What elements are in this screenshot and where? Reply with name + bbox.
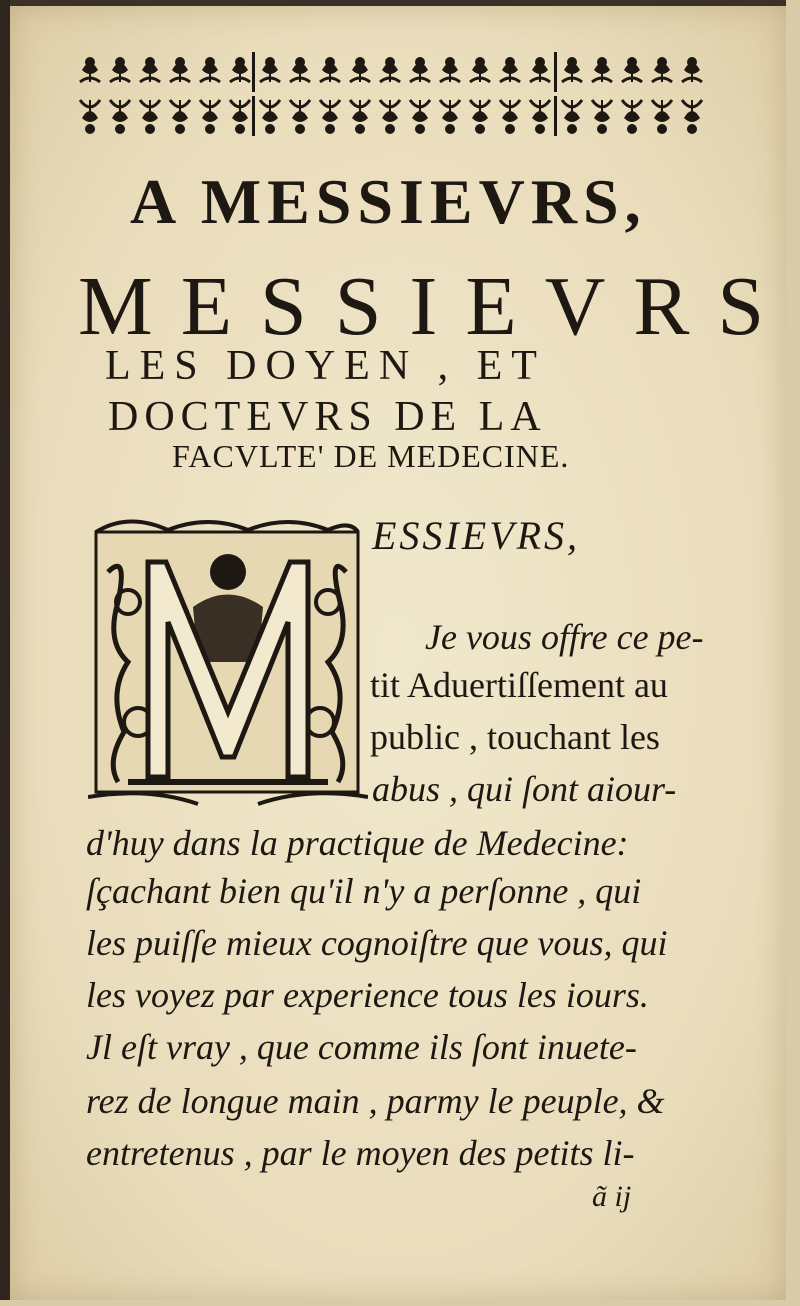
fleuron-ornament-band [70, 48, 726, 140]
page-gutter [0, 0, 10, 1306]
page-edge-right [786, 0, 800, 1306]
dedication-subtitle-line3: FACVLTE' DE MEDECINE. [172, 438, 570, 474]
dedication-title: MESSIEVRS [78, 260, 793, 353]
text-line: Jl eſt vray , que comme ils ſont inuete- [86, 1027, 637, 1067]
text-line: public , touchant les [370, 717, 660, 757]
dedication-heading: A MESSIEVRS, [130, 166, 647, 237]
text-line: Je vous offre ce pe- [425, 617, 704, 657]
text-line: d'huy dans la practique de Medecine: [86, 823, 629, 863]
dedication-subtitle-line2: DOCTEVRS DE LA [108, 394, 547, 440]
salutation: ESSIEVRS, [372, 513, 581, 558]
text-line: tit Aduertiſſement au [370, 665, 668, 705]
signature-mark: ã ij [592, 1180, 632, 1213]
text-line: rez de longue main , parmy le peuple, & [86, 1081, 665, 1121]
text-line: les voyez par experience tous les iours. [86, 975, 649, 1015]
page-edge-bottom [0, 1300, 800, 1306]
text-line: ſçachant bien qu'il n'y a perſonne , qui [86, 871, 642, 911]
dedication-subtitle-line1: LES DOYEN , ET [105, 343, 546, 389]
text-line: les puiſſe mieux cognoiſtre que vous, qui [86, 923, 668, 963]
text-line: abus , qui ſont aiour- [372, 769, 677, 809]
historiated-dropcap-image [88, 512, 368, 812]
text-line: entretenus , par le moyen des petits li- [86, 1133, 635, 1173]
